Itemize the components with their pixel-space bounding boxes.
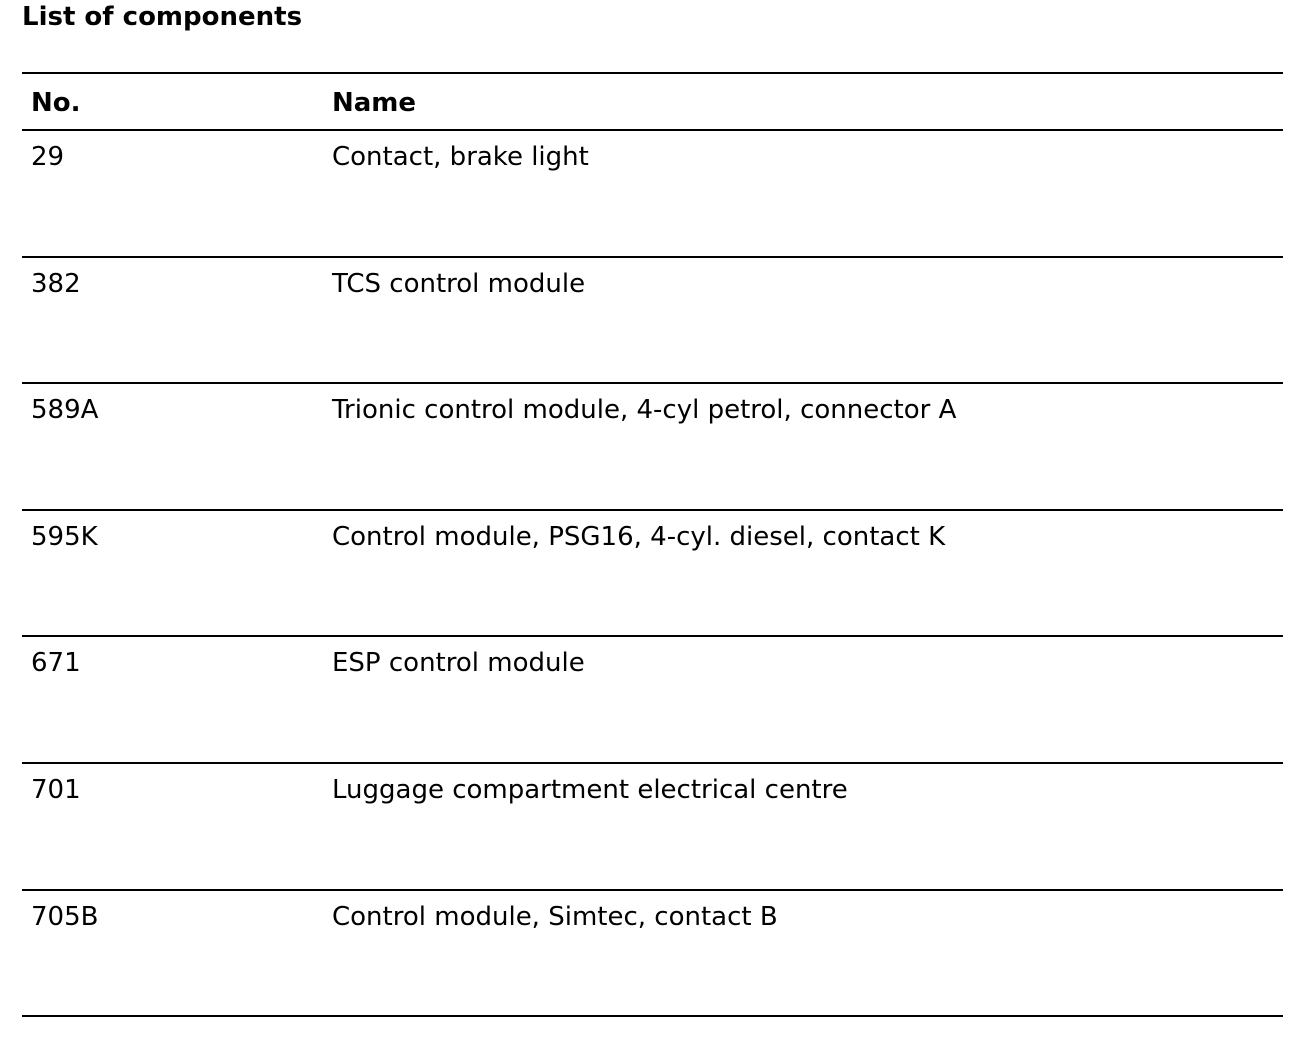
component-number: 382: [31, 268, 81, 299]
component-number: 595K: [31, 521, 98, 552]
table-row: [22, 384, 1283, 511]
column-header-no: No.: [31, 88, 81, 118]
component-number: 671: [31, 648, 81, 679]
components-table: [22, 72, 1283, 1017]
component-number: 29: [31, 142, 65, 172]
table-row: [22, 511, 1283, 638]
table-row: [22, 637, 1283, 764]
column-header-name: Name: [332, 88, 417, 118]
component-name: Luggage compartment electrical centre: [332, 774, 848, 805]
table-row: [22, 131, 1283, 258]
page-title: List of components: [22, 2, 303, 32]
table-row: [22, 258, 1283, 385]
component-name: ESP control module: [332, 648, 585, 679]
table-header-row: [22, 74, 1283, 131]
table-row: [22, 891, 1283, 1018]
component-name: Control module, Simtec, contact B: [332, 901, 778, 932]
table-row: [22, 764, 1283, 891]
component-number: 705B: [31, 901, 99, 932]
component-name: Contact, brake light: [332, 142, 589, 172]
component-number: 589A: [31, 395, 99, 426]
component-name: TCS control module: [332, 268, 586, 299]
component-name: Trionic control module, 4-cyl petrol, connector A: [332, 395, 957, 426]
component-name: Control module, PSG16, 4-cyl. diesel, contact K: [332, 521, 946, 552]
component-number: 701: [31, 774, 81, 805]
